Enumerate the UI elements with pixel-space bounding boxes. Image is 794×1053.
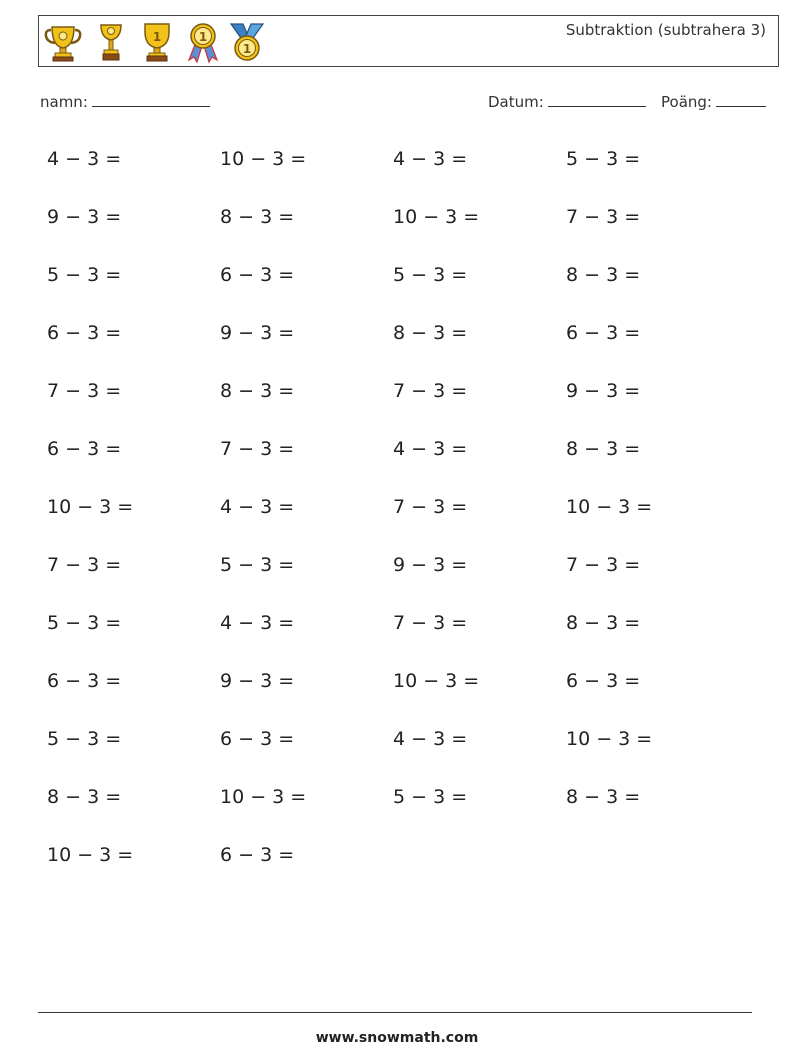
problem-item: 10 − 3 =	[393, 206, 480, 228]
problem-item: 5 − 3 =	[566, 148, 641, 170]
worksheet-header	[38, 15, 779, 67]
name-field[interactable]	[40, 92, 210, 111]
problem-item: 8 − 3 =	[220, 380, 295, 402]
problem-item: 8 − 3 =	[393, 322, 468, 344]
problem-item: 6 − 3 =	[220, 844, 295, 866]
rosette-number: 1	[198, 30, 208, 44]
problem-item: 4 − 3 =	[47, 148, 122, 170]
problem-item: 6 − 3 =	[566, 322, 641, 344]
problem-item: 10 − 3 =	[566, 728, 653, 750]
trophy-cup-icon	[43, 20, 83, 64]
problem-item: 5 − 3 =	[47, 612, 122, 634]
problem-item: 6 − 3 =	[566, 670, 641, 692]
problem-item: 5 − 3 =	[393, 786, 468, 808]
problem-item: 6 − 3 =	[47, 438, 122, 460]
problem-item: 9 − 3 =	[220, 322, 295, 344]
medal-rosette-icon	[183, 20, 223, 64]
score-label: Poäng:	[661, 93, 712, 111]
problem-item: 7 − 3 =	[47, 380, 122, 402]
problem-item: 8 − 3 =	[566, 786, 641, 808]
problem-item: 9 − 3 =	[220, 670, 295, 692]
date-field[interactable]	[488, 92, 646, 111]
problem-item: 10 − 3 =	[47, 844, 134, 866]
problem-item: 9 − 3 =	[566, 380, 641, 402]
problem-item: 8 − 3 =	[566, 612, 641, 634]
date-label: Datum:	[488, 93, 544, 111]
problem-item: 6 − 3 =	[47, 322, 122, 344]
footer-divider	[38, 1012, 752, 1013]
problem-item: 5 − 3 =	[47, 728, 122, 750]
problem-item: 8 − 3 =	[566, 438, 641, 460]
problem-item: 7 − 3 =	[47, 554, 122, 576]
medal-number: 1	[242, 42, 252, 56]
trophy-number: 1	[152, 30, 162, 44]
problem-item: 5 − 3 =	[220, 554, 295, 576]
worksheet-title: Subtraktion (subtrahera 3)	[565, 21, 766, 39]
problem-item: 8 − 3 =	[220, 206, 295, 228]
problem-item: 7 − 3 =	[566, 554, 641, 576]
medal-ribbon-icon	[227, 20, 267, 64]
problem-item: 7 − 3 =	[393, 496, 468, 518]
trophy-goblet-icon	[91, 20, 131, 64]
problem-item: 9 − 3 =	[47, 206, 122, 228]
score-field[interactable]	[661, 92, 766, 111]
problem-item: 7 − 3 =	[220, 438, 295, 460]
problem-item: 4 − 3 =	[393, 438, 468, 460]
problem-item: 7 − 3 =	[393, 380, 468, 402]
score-blank-line[interactable]	[716, 92, 766, 107]
problem-item: 4 − 3 =	[393, 148, 468, 170]
trophy-number-one-icon	[137, 20, 177, 64]
date-blank-line[interactable]	[548, 92, 646, 107]
problem-item: 7 − 3 =	[566, 206, 641, 228]
problem-item: 5 − 3 =	[393, 264, 468, 286]
problem-item: 5 − 3 =	[47, 264, 122, 286]
problem-item: 10 − 3 =	[393, 670, 480, 692]
problem-item: 10 − 3 =	[220, 786, 307, 808]
footer-url: www.snowmath.com	[315, 1030, 479, 1046]
problem-item: 6 − 3 =	[220, 264, 295, 286]
problem-item: 6 − 3 =	[47, 670, 122, 692]
problem-item: 10 − 3 =	[566, 496, 653, 518]
problem-item: 4 − 3 =	[220, 496, 295, 518]
name-blank-line[interactable]	[92, 92, 210, 107]
problem-item: 4 − 3 =	[393, 728, 468, 750]
problem-item: 9 − 3 =	[393, 554, 468, 576]
problem-item: 8 − 3 =	[566, 264, 641, 286]
problem-item: 7 − 3 =	[393, 612, 468, 634]
problem-item: 4 − 3 =	[220, 612, 295, 634]
problem-item: 6 − 3 =	[220, 728, 295, 750]
problem-item: 10 − 3 =	[47, 496, 134, 518]
problem-item: 10 − 3 =	[220, 148, 307, 170]
problem-item: 8 − 3 =	[47, 786, 122, 808]
name-label: namn:	[40, 93, 88, 111]
